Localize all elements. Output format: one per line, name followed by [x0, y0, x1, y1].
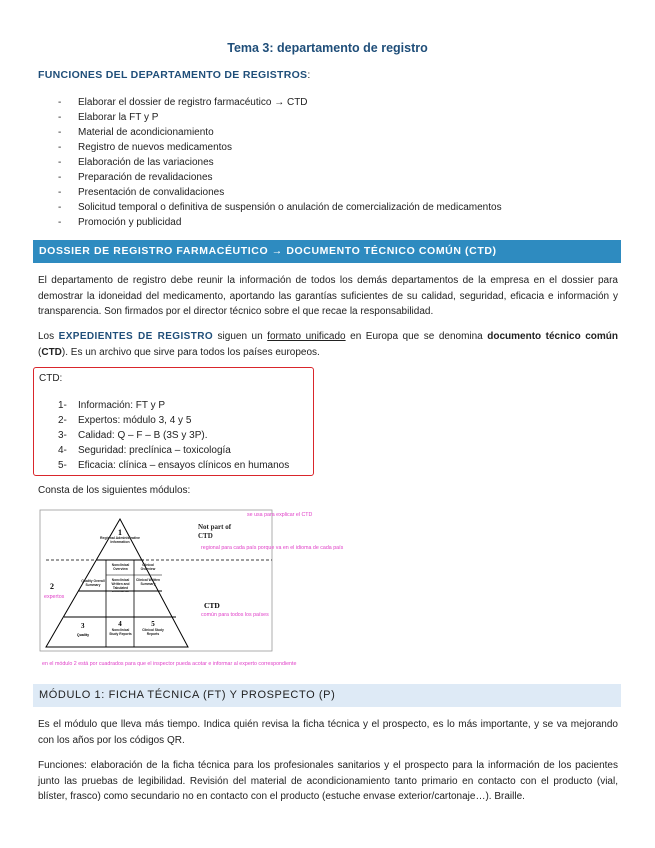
expedientes-term: EXPEDIENTES DE REGISTRO	[58, 331, 214, 342]
text-run: en Europa que se denomina	[345, 331, 488, 342]
section-heading-dossier	[33, 240, 621, 263]
funciones-list	[58, 95, 502, 230]
annotation-note-bottom: en el módulo 2 está por cuadrados para que el inspector pueda acotar e informar al experto correspondiente	[42, 661, 297, 667]
annotation-note-regional: regional para cada país porque va en el idioma de cada país	[201, 545, 344, 551]
funciones-heading	[38, 69, 311, 81]
annotation-note-top: se usa para explicar el CTD	[247, 512, 313, 518]
funciones-heading-text: FUNCIONES DEL DEPARTAMENTO DE REGISTROS	[38, 69, 308, 81]
list-item: - Solicitud temporal o definitiva de suspensión o anulación de comercialización de medicamentos	[58, 200, 502, 215]
ctd-list	[34, 398, 289, 473]
nonclinical-summaries-cell: Nonclinical Written and Tabulated Summaries	[111, 578, 130, 592]
list-item: - Preparación de revalidaciones	[58, 170, 502, 185]
list-item: - Elaborar la FT y P	[58, 110, 502, 125]
clinical-overview-cell: Clinical Overview	[140, 563, 156, 571]
expedientes-paragraph	[38, 329, 618, 360]
text-run: (	[38, 346, 42, 358]
list-item: - Registro de nuevos medicamentos	[58, 140, 502, 155]
text-run: ). Es un archivo que sirve para todos los países europeos.	[61, 346, 320, 358]
clinical-summary-cell: Clinical Written Summary	[136, 578, 160, 586]
nonclinical-overview-cell: Nonclinical Overview	[111, 563, 130, 571]
ctd-term: CTD	[41, 346, 62, 358]
mod5-number: 5	[151, 620, 155, 628]
section-heading-dossier-text: DOSSIER DE REGISTRO FARMACÉUTICO → DOCUMENTO TÉCNICO COMÚN (CTD)	[39, 245, 497, 257]
list-item: - Elaboración de las variaciones	[58, 155, 502, 170]
text-run: Los	[38, 331, 59, 342]
documento-tecnico-term: documento técnico común	[487, 331, 618, 342]
annotation-note-expertos: expertos	[44, 594, 65, 600]
list-item: - Material de acondicionamiento	[58, 125, 502, 140]
section-heading-modulo1-text: MÓDULO 1: FICHA TÉCNICA (FT) Y PROSPECTO (P)	[39, 689, 336, 701]
page-title: Tema 3: departamento de registro	[227, 41, 428, 55]
list-item: 5- Eficacia: clínica – ensayos clínicos en humanos	[58, 460, 290, 471]
mod5-text: Clinical Study Reports	[142, 628, 164, 636]
mod3-number: 3	[81, 622, 85, 630]
text-run: siguen un	[213, 331, 268, 342]
ctd-box	[33, 367, 314, 476]
funciones-heading-suffix: :	[307, 69, 311, 81]
ctd-box-label: CTD:	[39, 373, 63, 384]
dossier-paragraph: El departamento de registro debe reunir la información de todos los demás departamentos de la empresa en el dossier para demostrar la idoneidad del medicamento, aportando las garantías suficientes de su calidad, seguridad, eficacia e información y transparencia. Son firmados por el director técnico sobre el que recae la responsabilidad.	[38, 275, 618, 317]
section-heading-modulo1	[33, 684, 621, 707]
mod4-text: Nonclinical Study Reports	[109, 628, 132, 636]
list-item: 4- Seguridad: preclínica – toxicología	[58, 445, 231, 456]
list-item: 2- Expertos: módulo 3, 4 y 5	[58, 415, 192, 426]
modulo1-paragraph: Es el módulo que lleva más tiempo. Indica quién revisa la ficha técnica y el prospecto, es lo más importante, y se va mejorando con los años por los códigos QR.	[38, 719, 618, 746]
modulos-intro: Consta de los siguientes módulos:	[38, 485, 191, 496]
list-item: - Presentación de convalidaciones	[58, 185, 502, 200]
list-item: 1- Información: FT y P	[58, 400, 166, 411]
ctd-pyramid-figure	[36, 505, 356, 670]
list-item: - Promoción y publicidad	[58, 215, 502, 230]
funciones-paragraph: Funciones: elaboración de la ficha técnica para los profesionales sanitarios y el prospecto para la información de los pacientes junto las pruebas de legibilidad. Revisión del material de acondicionamiento tanto primario en contacto con el producto (vial, blíster, frasco) como secundario no en contacto con el producto (estuche envase exterior/cartonaje…). Braille.	[38, 760, 618, 802]
annotation-note-comun: común para todos los países	[201, 612, 269, 618]
mod3-text: Quality	[76, 633, 90, 637]
not-part-of-ctd-label: Not part of CTD	[198, 523, 232, 540]
formato-unificado-term: formato unificado	[267, 331, 346, 342]
quality-summary-cell: Quality Overall Summary	[81, 579, 105, 587]
mod2-number: 2	[50, 582, 54, 591]
list-item: - Elaborar el dossier de registro farmacéutico → CTD	[58, 95, 502, 110]
ctd-label: CTD	[204, 601, 220, 610]
list-item: 3- Calidad: Q – F – B (3S y 3P).	[58, 430, 208, 441]
mod4-number: 4	[118, 620, 122, 628]
mod1-number: 1	[118, 528, 122, 537]
mod1-text: Regional Administrative Information	[100, 536, 140, 544]
